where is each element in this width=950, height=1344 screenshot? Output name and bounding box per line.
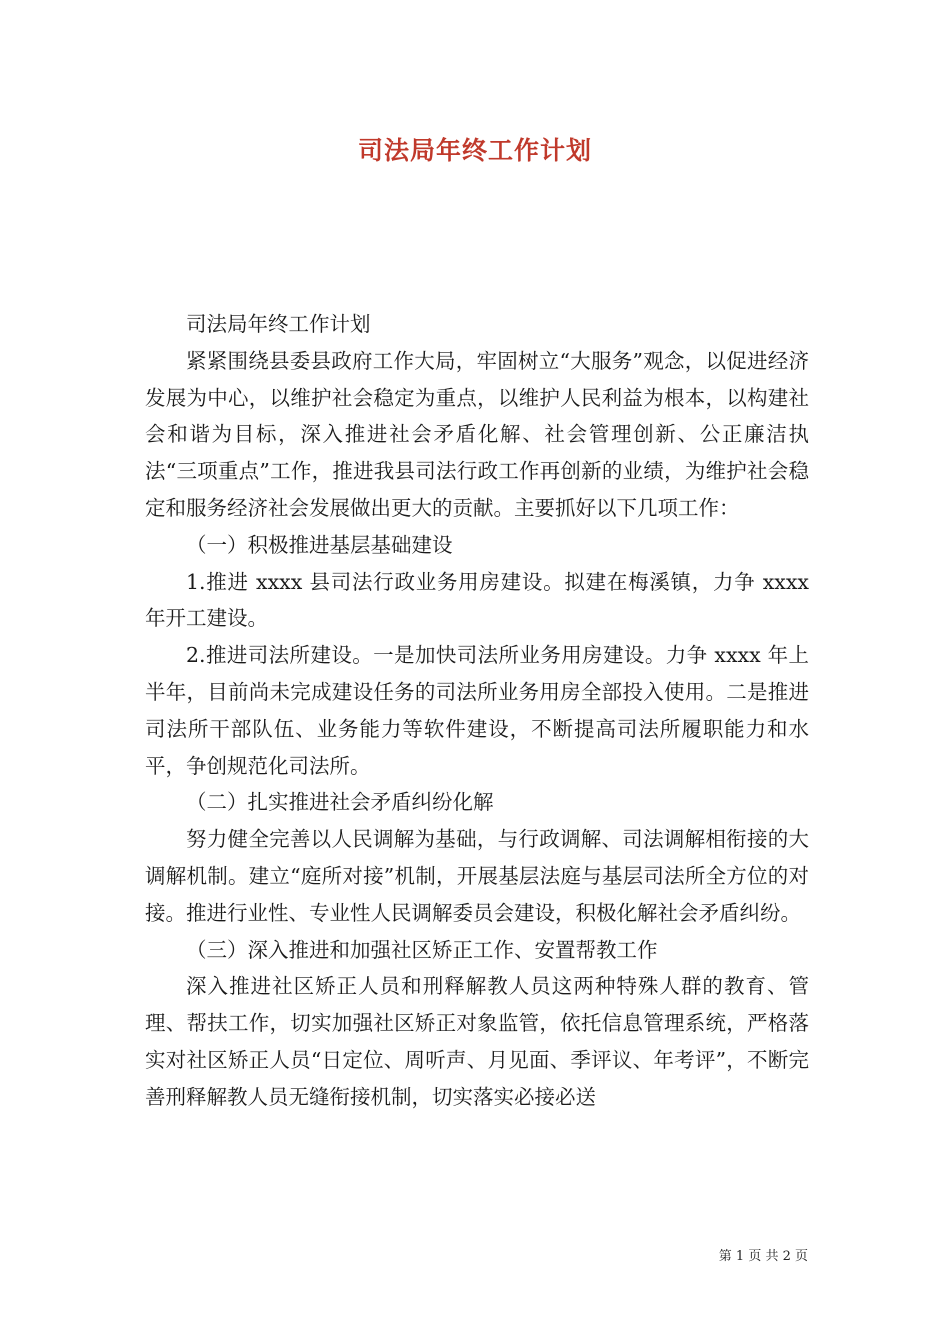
page-title: 司法局年终工作计划 xyxy=(357,136,592,165)
page-number: 第 1 页 共 2 页 xyxy=(718,1249,808,1264)
section-heading-2: （二）扎实推进社会矛盾纠纷化解 xyxy=(186,790,494,815)
paragraph-correction: 深入推进社区矫正人员和刑释解教人员这两种特殊人群的教育、管理、帮扶工作，切实加强社区矫正对象监管，依托信息管理系统，严格落实对社区矫正人员“日定位、周听声、月见面、季评议、年考评”，不断完善刑释解教人员无缝衔接机制，切实落实必接必送 xyxy=(145,974,809,1109)
document-body xyxy=(145,306,809,1116)
paragraph-intro: 紧紧围绕县委县政府工作大局，牢固树立“大服务”观念，以促进经济发展为中心，以维护社会稳定为重点，以维护人民利益为根本，以构建社会和谐为目标，深入推进社会矛盾化解、社会管理创新、公正廉洁执法“三项重点”工作，推进我县司法行政工作再创新的业绩，为维护社会稳定和服务经济社会发展做出更大的贡献。主要抓好以下几项工作： xyxy=(145,348,809,520)
paragraph-heading: 司法局年终工作计划 xyxy=(186,312,371,336)
section-heading-1: （一）积极推进基层基础建设 xyxy=(186,532,453,557)
paragraph-mediation: 努力健全完善以人民调解为基础，与行政调解、司法调解相衔接的大调解机制。建立“庭所对接”机制，开展基层法庭与基层司法所全方位的对接。推进行业性、专业性人民调解委员会建设，积极化解社会矛盾纠纷。 xyxy=(145,827,809,925)
section-heading-3: （三）深入推进和加强社区矫正工作、安置帮教工作 xyxy=(186,937,658,962)
paragraph-item-2: 2.推进司法所建设。一是加快司法所业务用房建设。力争 xxxx 年上半年，目前尚未完成建设任务的司法所业务用房全部投入使用。二是推进司法所干部队伍、业务能力等软件建设，不断提高司法所履职能力和水平，争创规范化司法所。 xyxy=(145,643,809,778)
paragraph-item-1: 1.推进 xxxx 县司法行政业务用房建设。拟建在梅溪镇，力争 xxxx 年开工建设。 xyxy=(145,569,809,631)
